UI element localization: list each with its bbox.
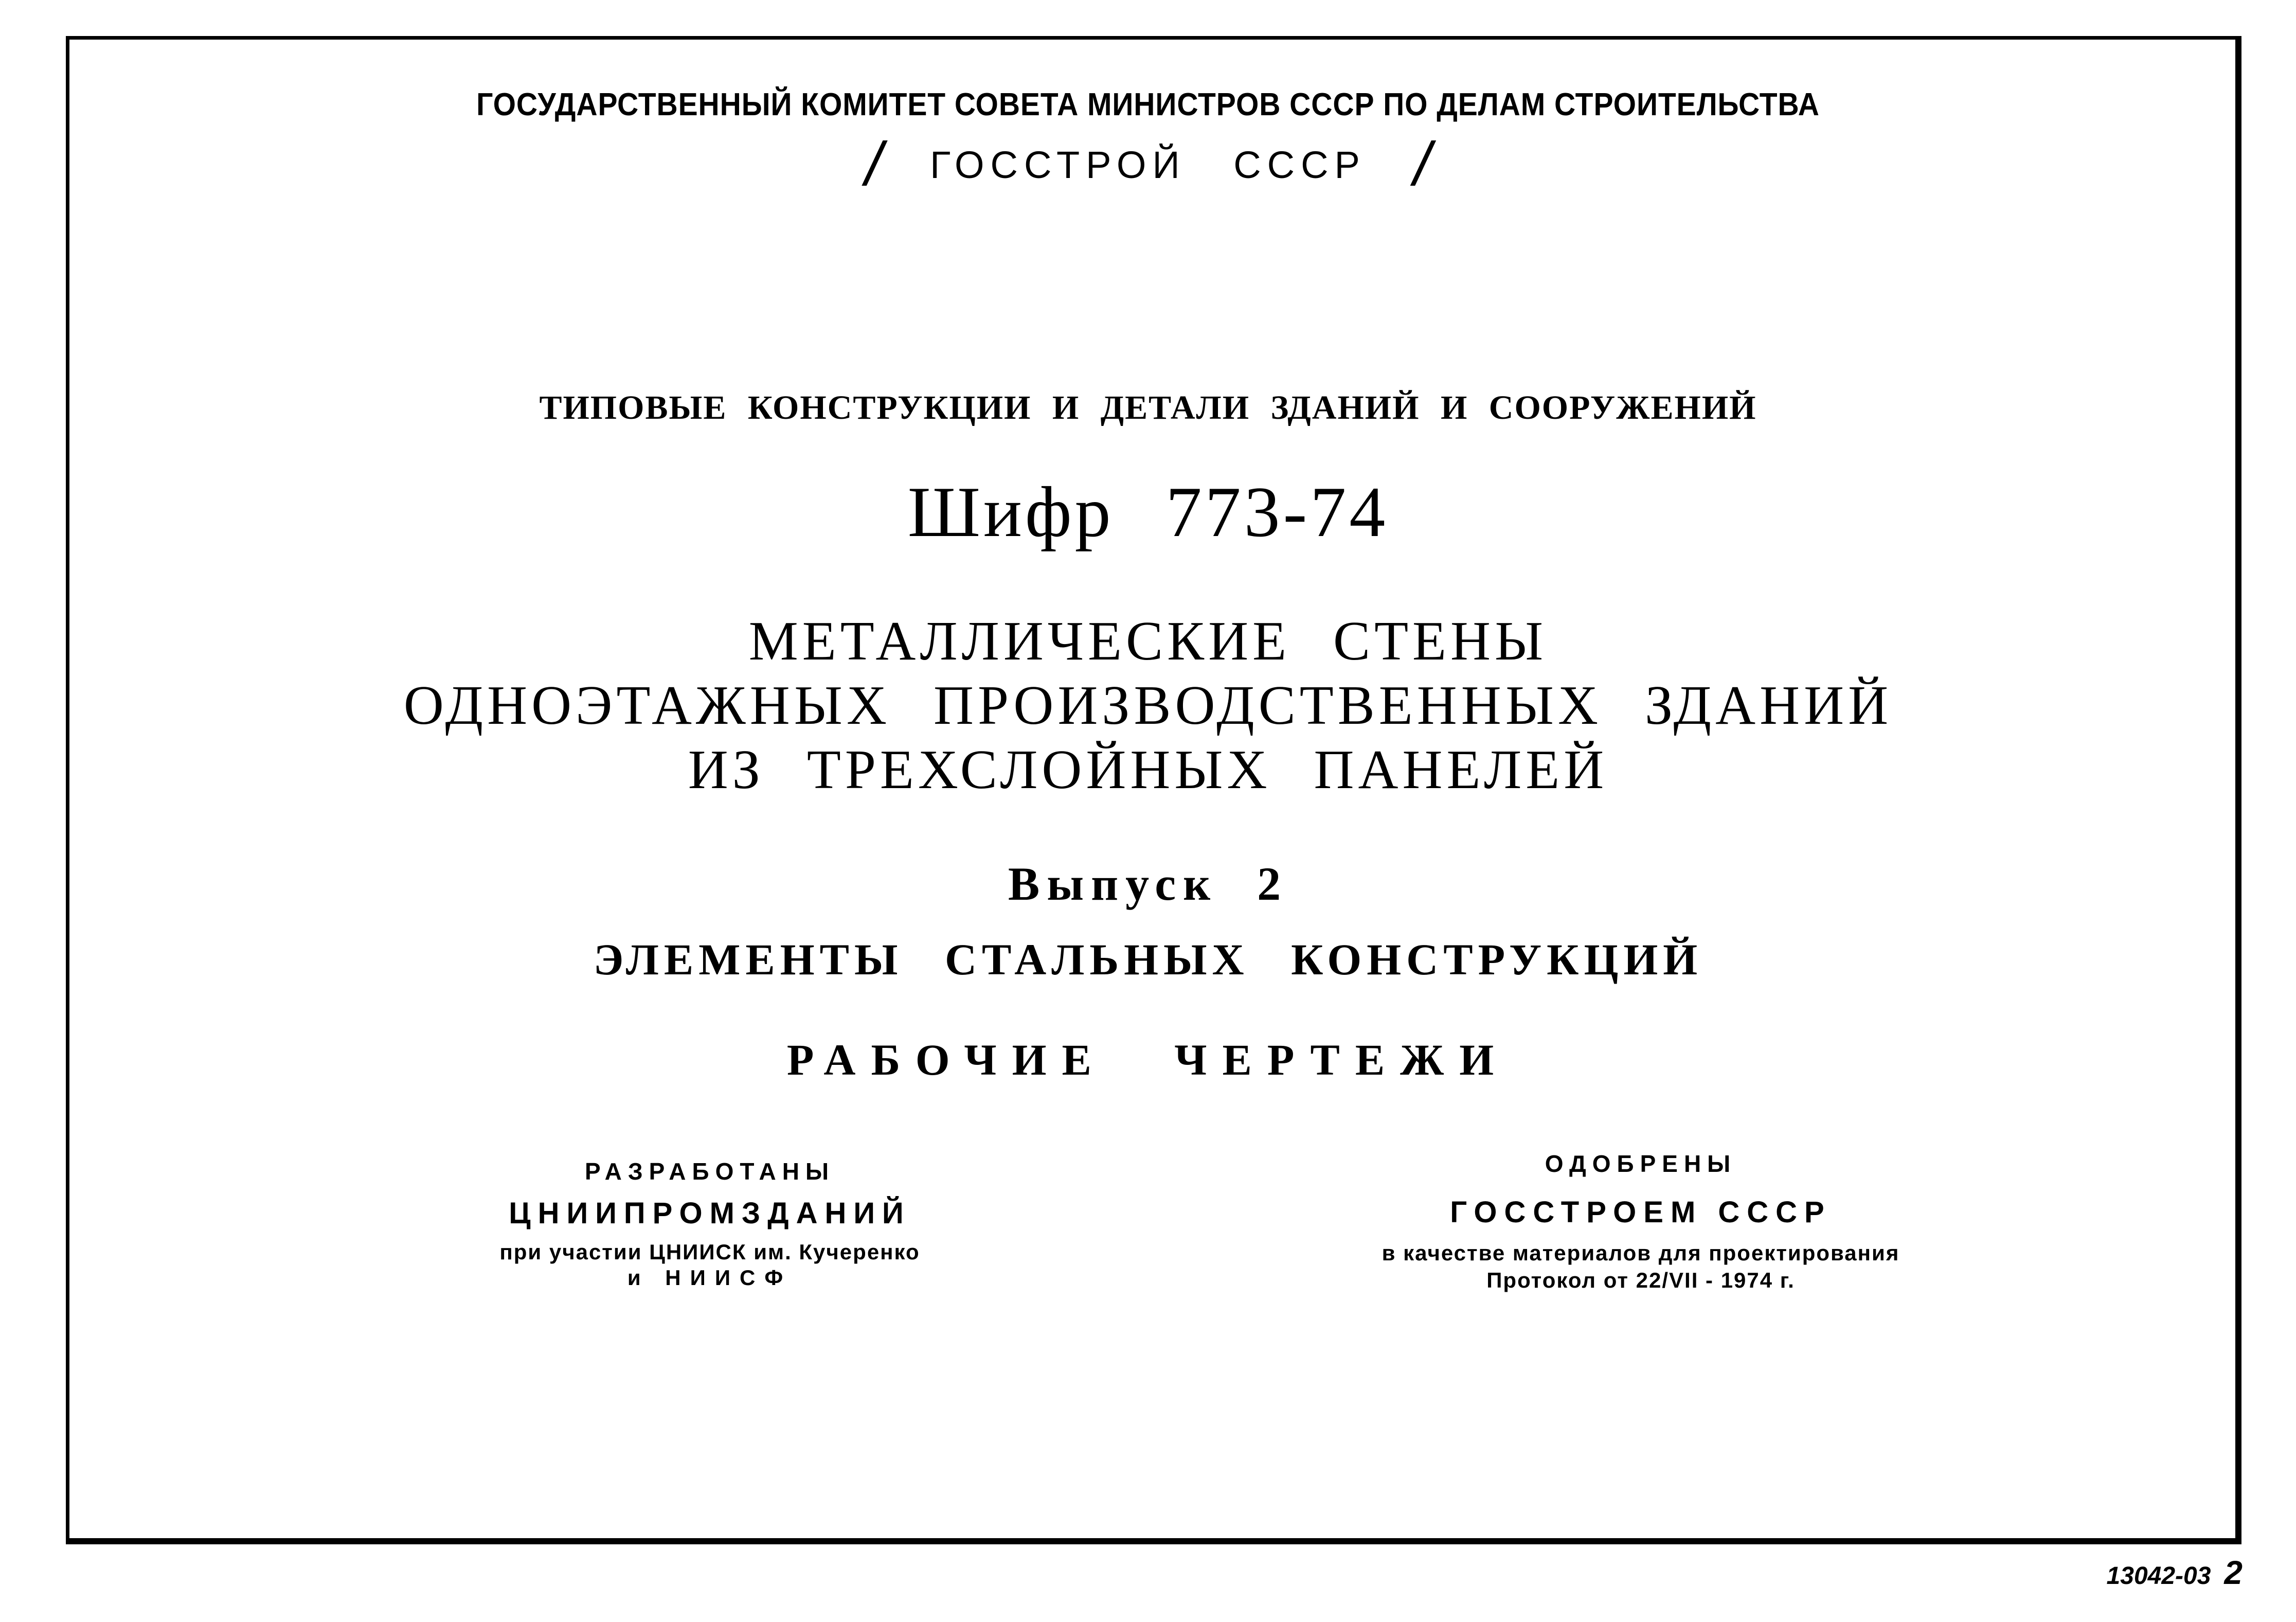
issue-number: Выпуск 2 [1008, 858, 1288, 910]
approved-block [1250, 1150, 2032, 1304]
drawings-type: РАБОЧИЕ ЧЕРТЕЖИ [786, 1035, 1510, 1084]
slash-left: / [865, 130, 883, 199]
archive-number: 13042-03 [2106, 1562, 2211, 1590]
developed-heading: РАЗРАБОТАНЫ [584, 1158, 835, 1185]
sheet-number: 2 [2224, 1554, 2243, 1591]
approved-authority: ГОССТРОЕМ СССР [1450, 1196, 1832, 1229]
cipher-code: Шифр 773-74 [907, 472, 1389, 552]
approved-protocol: Протокол от 22/VII - 1974 г. [1486, 1268, 1795, 1292]
slash-right: / [1413, 130, 1431, 199]
document-title-line-1: МЕТАЛЛИЧЕСКИЕ СТЕНЫ [748, 611, 1548, 672]
approved-purpose: в качестве материалов для проектирования [1382, 1241, 1900, 1265]
archive-stamp [2047, 1554, 2243, 1592]
document-title-line-2: ОДНОЭТАЖНЫХ ПРОИЗВОДСТВЕННЫХ ЗДАНИЙ [403, 675, 1893, 736]
developed-participation: при участии ЦНИИСК им. Кучеренко [499, 1240, 920, 1264]
developed-block [375, 1157, 1044, 1302]
developed-and-institute: и НИИСФ [627, 1265, 793, 1290]
series-title: ТИПОВЫЕ КОНСТРУКЦИИ И ДЕТАЛИ ЗДАНИЙ И СООРУЖЕНИЙ [539, 389, 1757, 426]
gosstroy-abbreviation [0, 129, 2296, 200]
document-title-line-3: ИЗ ТРЕХСЛОЙНЫХ ПАНЕЛЕЙ [688, 739, 1608, 800]
developed-institute: ЦНИИПРОМЗДАНИЙ [509, 1197, 911, 1230]
approved-heading: ОДОБРЕНЫ [1545, 1150, 1737, 1177]
issue-subject: ЭЛЕМЕНТЫ СТАЛЬНЫХ КОНСТРУКЦИЙ [593, 935, 1703, 984]
gosstroy-text: ГОССТРОЙ СССР [930, 144, 1366, 186]
organization-name: ГОСУДАРСТВЕННЫЙ КОМИТЕТ СОВЕТА МИНИСТРОВ СССР ПО ДЕЛАМ СТРОИТЕЛЬСТВА [476, 87, 1820, 122]
